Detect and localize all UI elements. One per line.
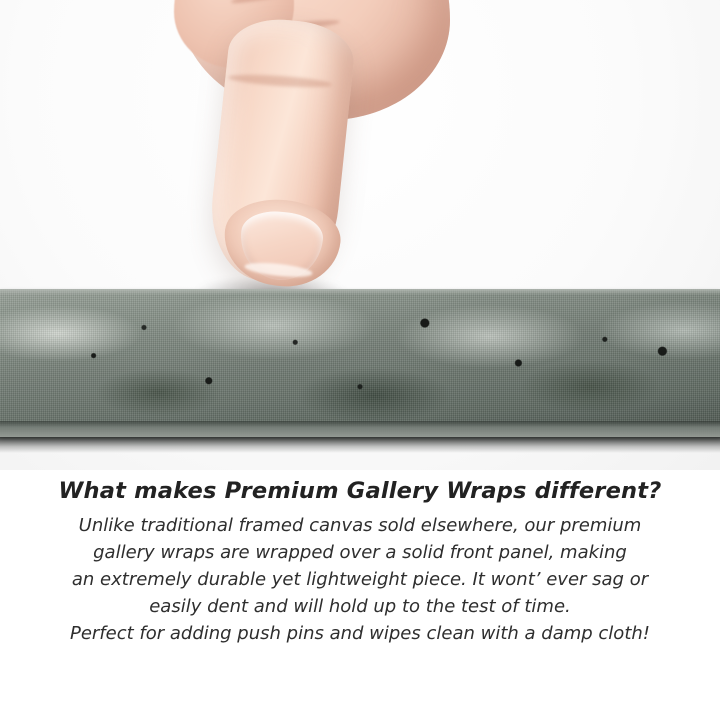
copy-line: Perfect for adding push pins and wipes clean with a damp cloth! xyxy=(69,623,651,644)
copy-line: Unlike traditional framed canvas sold elsewhere, our premium xyxy=(78,515,642,536)
canvas-texture-specks xyxy=(0,289,720,437)
marketing-copy xyxy=(0,478,720,647)
canvas-wrap-edge xyxy=(0,289,720,437)
hand-graphic xyxy=(170,0,460,300)
copy-line: gallery wraps are wrapped over a solid front panel, making xyxy=(93,542,627,563)
canvas-edge-rolled xyxy=(0,421,720,437)
copy-headline: What makes Premium Gallery Wraps different? xyxy=(58,478,662,504)
canvas-edge-highlight xyxy=(0,289,720,295)
canvas-drop-shadow xyxy=(0,437,720,453)
copy-line: easily dent and will hold up to the test of time. xyxy=(149,596,571,617)
copy-line: an extremely durable yet lightweight piece. It wont’ ever sag or xyxy=(71,569,649,590)
